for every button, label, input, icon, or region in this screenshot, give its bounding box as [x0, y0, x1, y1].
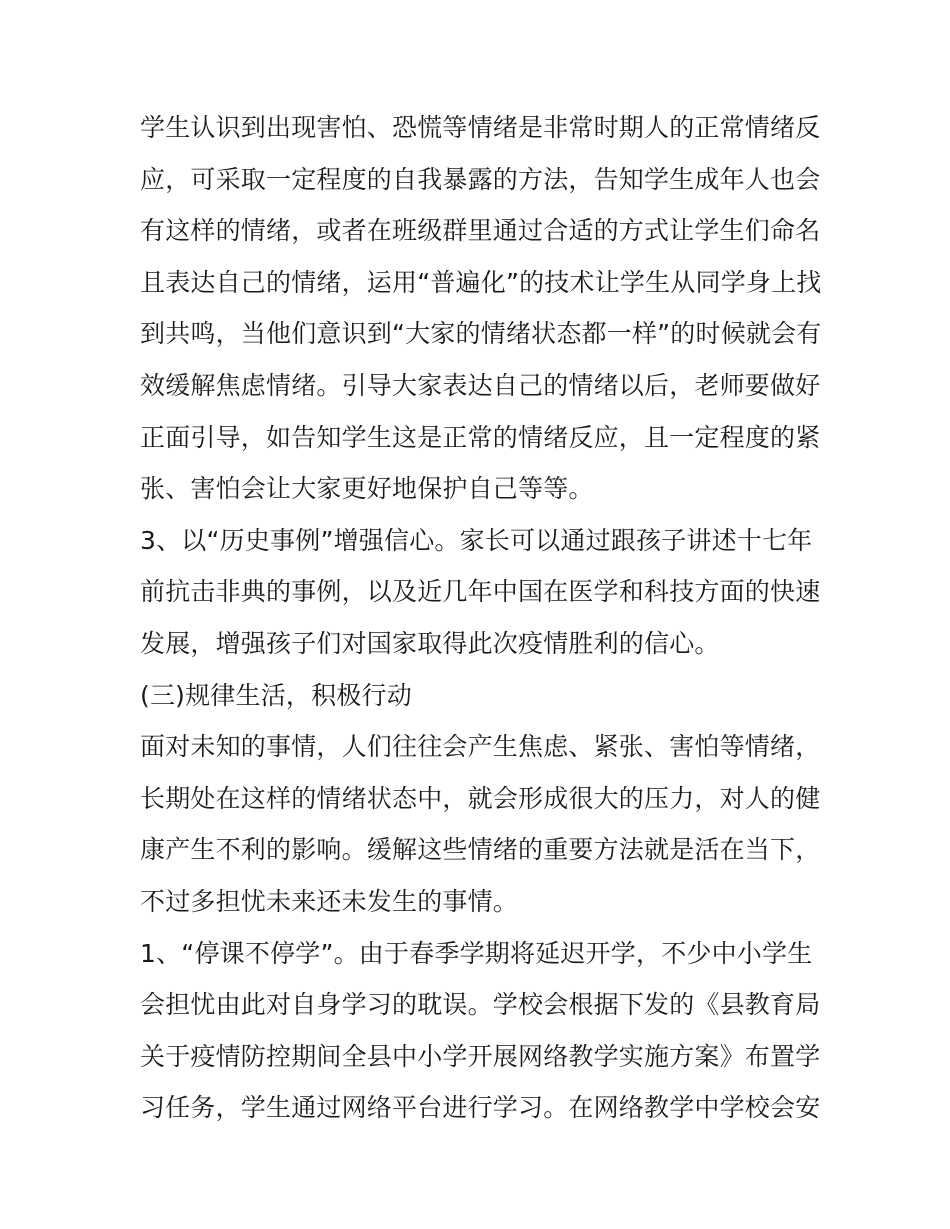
- text-line: 张、害怕会让大家更好地保护自己等等。: [140, 474, 594, 504]
- text-line: 关于疫情防控期间全县中小学开展网络教学实施方案》布置学: [140, 1041, 821, 1071]
- text-line: 习任务，学生通过网络平台进行学习。在网络教学中学校会安: [140, 1093, 821, 1123]
- list-item-heading: 1、“停课不停学”。由于春季学期将延迟开学，不少中小学生: [140, 938, 813, 968]
- text-line: 长期处在这样的情绪状态中，就会形成很大的压力，对人的健: [140, 783, 821, 813]
- section-heading: (三)规律生活，积极行动: [140, 680, 412, 710]
- list-item-heading: 3、以“历史事例”增强信心。家长可以通过跟孩子讲述十七年: [140, 525, 813, 555]
- text-line: 不过多担忧未来还未发生的事情。: [140, 886, 519, 916]
- text-line: 康产生不利的影响。缓解这些情绪的重要方法就是活在当下，: [140, 835, 821, 865]
- text-line: 应，可采取一定程度的自我暴露的方法，告知学生成年人也会: [140, 164, 821, 194]
- text-line: 且表达自己的情绪，运用“普遍化”的技术让学生从同学身上找: [140, 267, 822, 297]
- text-line: 会担忧由此对自身学习的耽误。学校会根据下发的《县教育局: [140, 990, 821, 1020]
- text-line: 效缓解焦虑情绪。引导大家表达自己的情绪以后，老师要做好: [140, 370, 821, 400]
- text-line: 正面引导，如告知学生这是正常的情绪反应，且一定程度的紧: [140, 422, 821, 452]
- text-line: 学生认识到出现害怕、恐慌等情绪是非常时期人的正常情绪反: [140, 113, 821, 142]
- text-line: 有这样的情绪，或者在班级群里通过合适的方式让学生们命名: [140, 216, 821, 246]
- text-line: 到共鸣，当他们意识到“大家的情绪状态都一样”的时候就会有: [140, 319, 822, 349]
- text-line: 面对未知的事情，人们往往会产生焦虑、紧张、害怕等情绪，: [140, 732, 821, 762]
- document-body: [140, 102, 820, 1134]
- text-line: 前抗击非典的事例，以及近几年中国在医学和科技方面的快速: [140, 577, 821, 607]
- text-line: 发展，增强孩子们对国家取得此次疫情胜利的信心。: [140, 628, 720, 658]
